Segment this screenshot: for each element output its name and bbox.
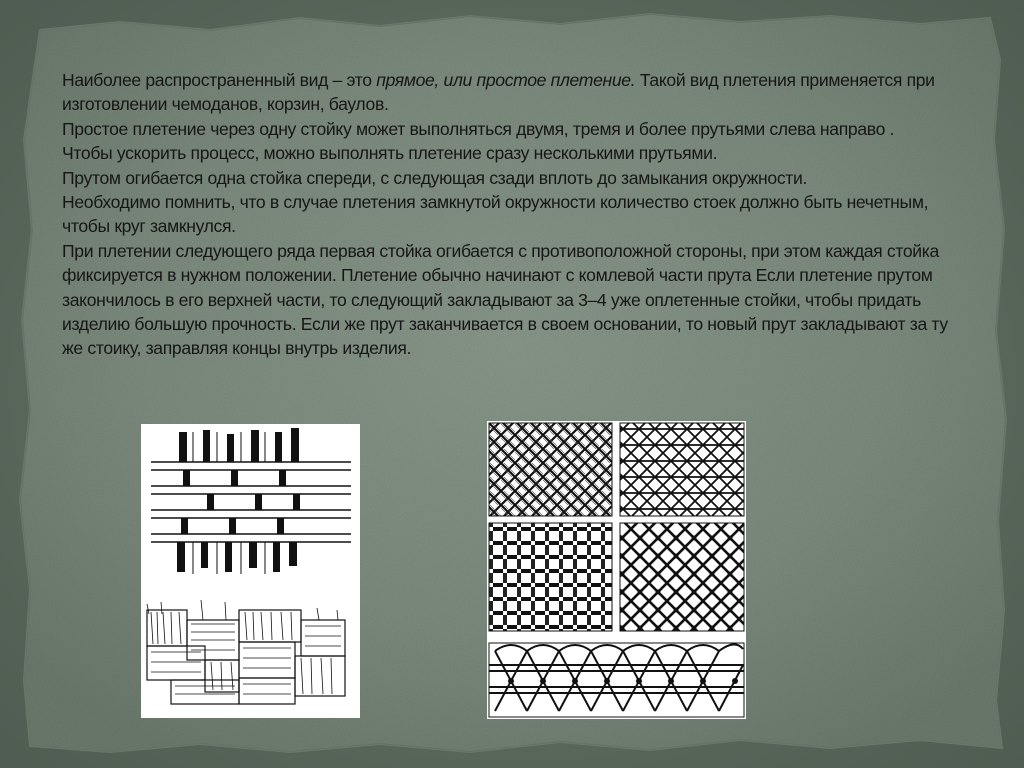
body-text — [62, 68, 967, 361]
simple-weave-illustration — [141, 424, 360, 718]
paragraph-5: Необходимо помнить, что в случае плетения замкнутой окружности количество стоек должно быть нечетным, чтобы круг замкнулся. — [62, 192, 929, 237]
paragraph-3: Чтобы ускорить процесс, можно выполнять плетение сразу несколькими прутьями. — [62, 143, 718, 164]
emphasis-text: прямое, или простое плетение. — [376, 70, 636, 90]
paragraph-1 — [62, 68, 967, 117]
simple-weave-drawing — [141, 424, 360, 718]
weave-patterns-drawing — [487, 421, 746, 719]
text-span: Наиболее распространенный вид – это — [62, 70, 377, 90]
text-span: Такой вид плетения применяется при изготовлении чемоданов, корзин, баулов. — [62, 70, 935, 115]
paragraph-2: Простое плетение через одну стойку может выполняться двумя, тремя и более прутьями слева направо . — [62, 118, 895, 139]
paragraph-4: Прутом огибается одна стойка спереди, с следующая сзади вплоть до замыкания окружности. — [62, 167, 808, 188]
paragraph-6: При плетении следующего ряда первая стойка огибается с противоположной стороны, при этом каждая стойка фиксируется в нужном положении. Плетение обычно начинают с комлевой части прута Если плетение прутом закончилось в его верхней части, то следующий закладывают за 3–4 уже оплетенные стойки, чтобы придать изделию большую прочность. Если же прут заканчивается в своем основании, то новый прут закладывают за ту же стоику, заправляя концы внутрь изделия. — [62, 240, 948, 359]
weave-patterns-illustration — [487, 421, 746, 719]
